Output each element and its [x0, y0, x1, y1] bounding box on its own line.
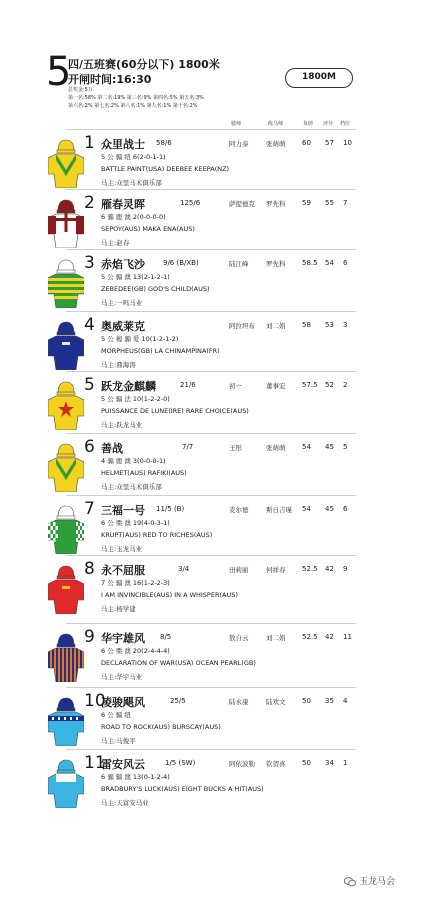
- jockey-name: 王彤: [229, 444, 242, 452]
- runner-number: 2: [84, 193, 95, 213]
- horse-owner: 马主:跃龙马业: [101, 421, 143, 429]
- horse-name: 奥威莱克: [101, 320, 145, 333]
- weight-value: 57.5: [302, 381, 318, 389]
- col-draw: 档位: [340, 121, 351, 127]
- horse-info: 6 骟 鹿 澳 2(0-0-0-0): [101, 213, 166, 221]
- horse-breeding: ZEBEDEE(GB) GOD'S CHILD(AUS): [101, 285, 210, 293]
- trainer-name: 陆欢文: [266, 698, 286, 706]
- row-separator: [66, 555, 356, 556]
- row-separator: [66, 311, 356, 312]
- horse-name: 华宇雄风: [101, 632, 145, 645]
- horse-owner: 马主:马俊平: [101, 737, 136, 745]
- row-separator: [66, 249, 356, 250]
- jockey-silk-icon: [48, 258, 84, 308]
- horse-breeding: ROAD TO ROCK(AUS) BURSCAY(AUS): [101, 723, 221, 731]
- rating-value: 57: [325, 139, 334, 147]
- runner-odds: 21/6: [180, 381, 196, 389]
- horse-breeding: SEPOY(AUS) MAKA ENA(AUS): [101, 225, 195, 233]
- horse-owner: 马主:赵春: [101, 239, 130, 247]
- horse-name: 跃龙金麒麟: [101, 380, 156, 393]
- horse-info: 7 公 骟 澳 16(1-2-2-3): [101, 579, 170, 587]
- jockey-silk-icon: [48, 504, 84, 554]
- footer-brand: [344, 874, 395, 887]
- weight-value: 59: [302, 199, 311, 207]
- runner-row: [0, 690, 423, 752]
- draw-value: 5: [343, 443, 348, 451]
- weight-value: 58: [302, 321, 311, 329]
- draw-value: 10: [343, 139, 352, 147]
- runner-number: 4: [84, 315, 95, 335]
- weight-value: 58.5: [302, 259, 318, 267]
- runner-number: 8: [84, 559, 95, 579]
- track-distance: 1800M: [301, 72, 336, 82]
- trainer-name: 董事宏: [266, 382, 286, 390]
- horse-name: 众里战士: [101, 138, 145, 151]
- horse-breeding: KRUPT(AUS) RED TO RICHES(AUS): [101, 531, 213, 539]
- runner-row: [0, 558, 423, 620]
- horse-info: 5 公 骟 澳 13(2-1-2-1): [101, 273, 170, 281]
- runner-number: 7: [84, 499, 95, 519]
- horse-breeding: HELMET(AUS) RAFIKI(AUS): [101, 469, 187, 477]
- horse-info: 6 公 栗 澳 20(2-4-4-4): [101, 647, 170, 655]
- track-diagram: [283, 66, 355, 88]
- horse-breeding: BATTLE PAINT(USA) DEEBEE KEEPA(NZ): [101, 165, 230, 173]
- horse-info: 5 公 骟 纽 6(2-0-1-1): [101, 153, 166, 161]
- rating-value: 53: [325, 321, 334, 329]
- col-trainer: 练马师: [268, 121, 284, 127]
- trainer-name: 罗先科: [266, 200, 286, 208]
- runner-number: 9: [84, 627, 95, 647]
- weight-value: 52.5: [302, 633, 318, 641]
- trainer-name: 刘二娟: [266, 322, 286, 330]
- horse-owner: 马主:玉龙马业: [101, 545, 143, 553]
- trainer-name: 张萌萌: [266, 444, 286, 452]
- runner-odds: 58/6: [156, 139, 172, 147]
- jockey-name: 萨提德克: [229, 200, 255, 208]
- draw-value: 3: [343, 321, 348, 329]
- horse-name: 善战: [101, 442, 123, 455]
- runner-row: [0, 192, 423, 254]
- horse-breeding: BRADBURY'S LUCK(AUS) EIGHT BUCKS A HIT(AUS): [101, 785, 264, 793]
- rating-value: 45: [325, 443, 334, 451]
- runner-odds: 125/6: [180, 199, 201, 207]
- horse-name: 永不屈服: [101, 564, 145, 577]
- horse-info: 6 骟 骟 澳 13(0-1-2-4): [101, 773, 170, 781]
- rating-value: 35: [325, 697, 334, 705]
- horse-info: 5 公 褐 骟 爱 10(1-2-1-2): [101, 335, 179, 343]
- rating-value: 52: [325, 381, 334, 389]
- horse-owner: 马主:杨学建: [101, 605, 136, 613]
- runner-row: [0, 132, 423, 194]
- trainer-name: 钦贺喜: [266, 760, 286, 768]
- horse-breeding: PUISSANCE DE LUNE(IRE) RARE CHOICE(AUS): [101, 407, 249, 415]
- row-separator: [66, 623, 356, 624]
- draw-value: 1: [343, 759, 348, 767]
- runner-row: [0, 498, 423, 560]
- jockey-name: 麦尔德: [229, 506, 249, 514]
- draw-value: 9: [343, 565, 348, 573]
- trainer-name: 斯日吉瑾: [266, 506, 292, 514]
- trainer-name: 何祥春: [266, 566, 286, 574]
- horse-info: 4 骟 鹿 澳 3(0-0-0-1): [101, 457, 166, 465]
- draw-value: 6: [343, 505, 348, 513]
- row-separator: [66, 687, 356, 688]
- jockey-silk-icon: [48, 632, 84, 682]
- runner-row: [0, 252, 423, 314]
- jockey-name: 陆江峰: [229, 260, 249, 268]
- horse-owner: 马主:众里马术俱乐部: [101, 483, 162, 491]
- jockey-silk-icon: [48, 758, 84, 808]
- rating-value: 55: [325, 199, 334, 207]
- jockey-name: 陆永康: [229, 698, 249, 706]
- weight-value: 60: [302, 139, 311, 147]
- row-separator: [66, 495, 356, 496]
- runner-number: 1: [84, 133, 95, 153]
- runner-row: [0, 626, 423, 688]
- prize-split-1: 第一名:58% 第二名:19% 第三名:9% 第四名:5% 第五名:3%: [68, 95, 204, 101]
- jockey-name: 阿拉坦布: [229, 322, 255, 330]
- horse-name: 赤焰飞沙: [101, 258, 145, 271]
- weight-value: 54: [302, 443, 311, 451]
- row-separator: [66, 129, 356, 130]
- race-number: 5: [46, 49, 72, 95]
- footer-brand-text: 玉龙马会: [359, 877, 396, 887]
- rating-value: 45: [325, 505, 334, 513]
- runner-odds: 7/7: [182, 443, 194, 451]
- runner-odds: 3/4: [178, 565, 190, 573]
- horse-name: 雷安风云: [101, 758, 145, 771]
- horse-breeding: MORPHEUS(GB) LA CHINAMPINA(FR): [101, 347, 220, 355]
- runner-number: 10: [84, 691, 106, 711]
- rating-value: 54: [325, 259, 334, 267]
- jockey-silk-icon: [48, 380, 84, 430]
- runner-number: 3: [84, 253, 95, 273]
- draw-value: 6: [343, 259, 348, 267]
- race-start-time: 开闸时间:16:30: [68, 73, 152, 86]
- jockey-silk-icon: [48, 564, 84, 614]
- runner-row: [0, 374, 423, 436]
- runner-number: 6: [84, 437, 95, 457]
- runner-number: 11: [84, 753, 106, 773]
- runner-odds: 8/5: [160, 633, 172, 641]
- draw-value: 4: [343, 697, 348, 705]
- row-separator: [66, 371, 356, 372]
- horse-breeding: DECLARATION OF WAR(USA) OCEAN PEARL(GB): [101, 659, 256, 667]
- runner-odds: 1/5 (SW): [165, 759, 196, 767]
- horse-owner: 马主:众里马术俱乐部: [101, 179, 162, 187]
- trainer-name: 刘二娟: [266, 634, 286, 642]
- draw-value: 2: [343, 381, 348, 389]
- horse-info: 5 公 骟 法 10(1-2-2-0): [101, 395, 170, 403]
- runner-row: [0, 436, 423, 498]
- rating-value: 42: [325, 565, 334, 573]
- race-title: 四/五班赛(60分以下) 1800米: [68, 58, 220, 71]
- horse-breeding: I AM INVINCIBLE(AUS) IN A WHISPER(AUS): [101, 591, 238, 599]
- trainer-name: 罗先科: [266, 260, 286, 268]
- weight-value: 50: [302, 697, 311, 705]
- horse-name: 凌骏飓风: [101, 696, 145, 709]
- runner-odds: 9/6 (B/XB): [163, 259, 199, 267]
- wechat-icon: [344, 877, 356, 887]
- jockey-name: 初一: [229, 382, 242, 390]
- horse-info: 6 公 栗 澳 19(4-0-3-1): [101, 519, 170, 527]
- horse-owner: 马主:华宇马业: [101, 673, 143, 681]
- row-separator: [66, 749, 356, 750]
- weight-value: 50: [302, 759, 311, 767]
- jockey-silk-icon: [48, 198, 84, 248]
- draw-value: 7: [343, 199, 348, 207]
- horse-owner: 马主:天富安马业: [101, 799, 149, 807]
- horse-name: 三福一号: [101, 504, 145, 517]
- draw-value: 11: [343, 633, 352, 641]
- trainer-name: 张萌萌: [266, 140, 286, 148]
- runner-odds: 25/5: [170, 697, 186, 705]
- jockey-silk-icon: [48, 696, 84, 746]
- weight-value: 52.5: [302, 565, 318, 573]
- prize-total: 总奖金:5万: [68, 87, 93, 93]
- race-header: [0, 0, 423, 127]
- runner-row: [0, 314, 423, 376]
- runner-odds: 11/5 (B): [156, 505, 185, 513]
- col-weight: 负磅: [303, 121, 314, 127]
- jockey-name: 阿力泰: [229, 140, 249, 148]
- jockey-name: 阿依波勒: [229, 760, 255, 768]
- jockey-silk-icon: [48, 320, 84, 370]
- jockey-silk-icon: [48, 442, 84, 492]
- jockey-name: 敖自云: [229, 634, 249, 642]
- rating-value: 42: [325, 633, 334, 641]
- prize-split-2: 第六名:2% 第七名:2% 第八名:1% 第九名:1% 第十名:2%: [68, 103, 198, 109]
- weight-value: 54: [302, 505, 311, 513]
- col-rating: 评分: [323, 121, 334, 127]
- col-jockey: 骑师: [231, 121, 242, 127]
- row-separator: [66, 433, 356, 434]
- horse-name: 雁春灵晖: [101, 198, 145, 211]
- horse-owner: 马主:鼎海涛: [101, 361, 136, 369]
- horse-owner: 马主:一鸣马业: [101, 299, 143, 307]
- row-separator: [66, 189, 356, 190]
- runner-number: 5: [84, 375, 95, 395]
- runner-row: [0, 752, 423, 814]
- jockey-name: 田莉丽: [229, 566, 249, 574]
- horse-info: 6 公 骟 纽: [101, 711, 131, 719]
- rating-value: 34: [325, 759, 334, 767]
- jockey-silk-icon: [48, 138, 84, 188]
